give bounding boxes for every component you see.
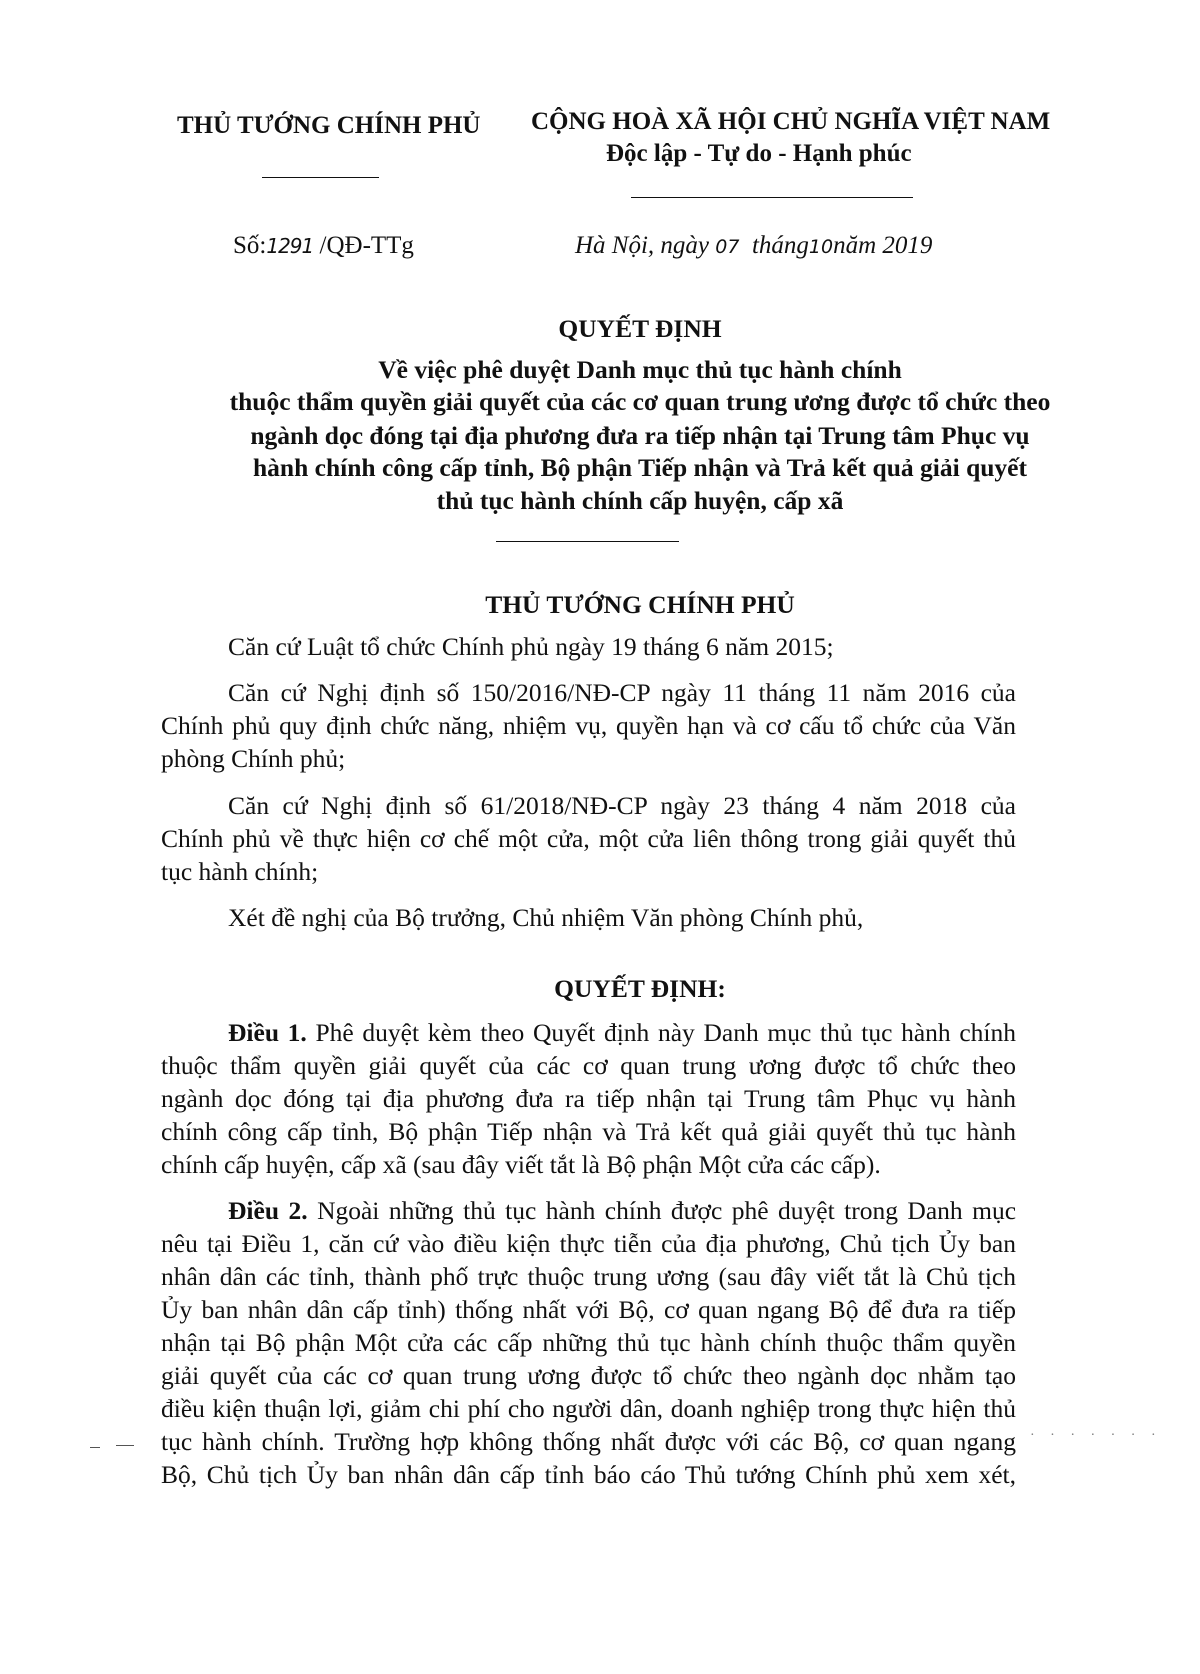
article-2-line-5: nhận tại Bộ phận Một cửa các cấp những thủ tục hành chính thuộc thẩm quyền <box>161 1328 1016 1357</box>
month-handwritten: 10 <box>808 236 834 258</box>
article-2-line-4: Ủy ban nhân dân cấp tỉnh) thống nhất với Bộ, cơ quan ngang Bộ để đưa ra tiếp <box>161 1295 1016 1324</box>
national-title: CỘNG HOÀ XÃ HỘI CHỦ NGHĨA VIỆT NAM <box>531 108 1051 135</box>
article-2-line-2: nêu tại Điều 1, căn cứ vào điều kiện thực tiễn của địa phương, Chủ tịch Ủy ban <box>161 1229 1016 1258</box>
basis-2-line-3: phòng Chính phủ; <box>161 744 346 773</box>
decision-heading: QUYẾT ĐỊNH: <box>554 974 726 1003</box>
subject-line-2: thuộc thẩm quyền giải quyết của các cơ quan trung ương được tổ chức theo <box>229 387 1051 416</box>
basis-2-line-2: Chính phủ quy định chức năng, nhiệm vụ, quyền hạn và cơ cấu tổ chức của Văn <box>161 711 1016 740</box>
basis-3-line-3: tục hành chính; <box>161 857 319 886</box>
article-1-line-2: thuộc thẩm quyền giải quyết của các cơ quan trung ương được tổ chức theo <box>161 1051 1016 1080</box>
decision-title: QUYẾT ĐỊNH <box>558 314 722 343</box>
basis-1-line-1: Căn cứ Luật tổ chức Chính phủ ngày 19 tháng 6 năm 2015; <box>228 632 834 661</box>
date-place: Hà Nội, ngày <box>575 232 710 259</box>
article-1-label: Điều 1. <box>228 1018 307 1047</box>
authority-heading: THỦ TƯỚNG CHÍNH PHỦ <box>485 590 795 619</box>
scan-dots: · · · · · · · <box>1030 1428 1162 1443</box>
national-motto: Độc lập - Tự do - Hạnh phúc <box>606 140 912 167</box>
motto-underline <box>631 197 913 198</box>
article-2-label: Điều 2. <box>228 1196 308 1225</box>
number-handwritten: 1291 <box>266 234 314 258</box>
article-2-line-3: nhân dân các tỉnh, thành phố trực thuộc trung ương (sau đây viết tắt là Chủ tịch <box>161 1262 1016 1291</box>
subject-line-1: Về việc phê duyệt Danh mục thủ tục hành chính <box>378 355 902 384</box>
subject-line-3: ngành dọc đóng tại địa phương đưa ra tiếp nhận tại Trung tâm Phục vụ <box>250 421 1030 450</box>
subject-line-5: thủ tục hành chính cấp huyện, cấp xã <box>436 486 844 515</box>
number-suffix: /QĐ-TTg <box>319 232 414 259</box>
article-2-line-9: Bộ, Chủ tịch Ủy ban nhân dân cấp tỉnh báo cáo Thủ tướng Chính phủ xem xét, <box>161 1460 1016 1489</box>
document-number <box>233 232 414 260</box>
scan-mark <box>116 1445 134 1446</box>
basis-2-line-1: Căn cứ Nghị định số 150/2016/NĐ-CP ngày 11 tháng 11 năm 2016 của <box>228 678 1016 707</box>
number-prefix: Số: <box>233 232 267 259</box>
day-handwritten: 07 <box>715 236 740 258</box>
basis-4-line-1: Xét đề nghị của Bộ trưởng, Chủ nhiệm Văn phòng Chính phủ, <box>228 903 864 932</box>
article-1-line-5: chính cấp huyện, cấp xã (sau đây viết tắt là Bộ phận Một cửa các cấp). <box>161 1150 881 1179</box>
article-1-text-1: Phê duyệt kèm theo Quyết định này Danh mục thủ tục hành chính <box>315 1018 1016 1047</box>
month-label: tháng <box>751 232 809 259</box>
article-1-line-3: ngành dọc đóng tại địa phương đưa ra tiếp nhận tại Trung tâm Phục vụ hành <box>161 1084 1016 1113</box>
subject-line-4: hành chính công cấp tỉnh, Bộ phận Tiếp nhận và Trả kết quả giải quyết <box>252 453 1027 482</box>
article-2-line-7: điều kiện thuận lợi, giảm chi phí cho người dân, doanh nghiệp trong thực hiện thủ <box>161 1394 1016 1423</box>
title-underline <box>496 541 679 542</box>
article-1-line-1 <box>228 1017 1016 1049</box>
issuing-authority: THỦ TƯỚNG CHÍNH PHỦ <box>177 112 481 139</box>
year-text: năm 2019 <box>833 232 933 259</box>
article-2-line-8: tục hành chính. Trường hợp không thống nhất được với các Bộ, cơ quan ngang <box>161 1427 1016 1456</box>
article-2-line-6: giải quyết của các cơ quan trung ương được tổ chức theo ngành dọc nhằm tạo <box>161 1361 1016 1390</box>
basis-3-line-2: Chính phủ về thực hiện cơ chế một cửa, một cửa liên thông trong giải quyết thủ <box>161 824 1016 853</box>
article-2-text-1: Ngoài những thủ tục hành chính được phê duyệt trong Danh mục <box>317 1196 1017 1225</box>
issue-date <box>575 232 932 260</box>
basis-3-line-1: Căn cứ Nghị định số 61/2018/NĐ-CP ngày 23 tháng 4 năm 2018 của <box>228 791 1016 820</box>
authority-underline <box>262 177 379 178</box>
article-1-line-4: chính công cấp tỉnh, Bộ phận Tiếp nhận và Trả kết quả giải quyết thủ tục hành <box>161 1117 1016 1146</box>
scan-mark <box>90 1447 100 1448</box>
article-2-line-1 <box>228 1195 1016 1227</box>
